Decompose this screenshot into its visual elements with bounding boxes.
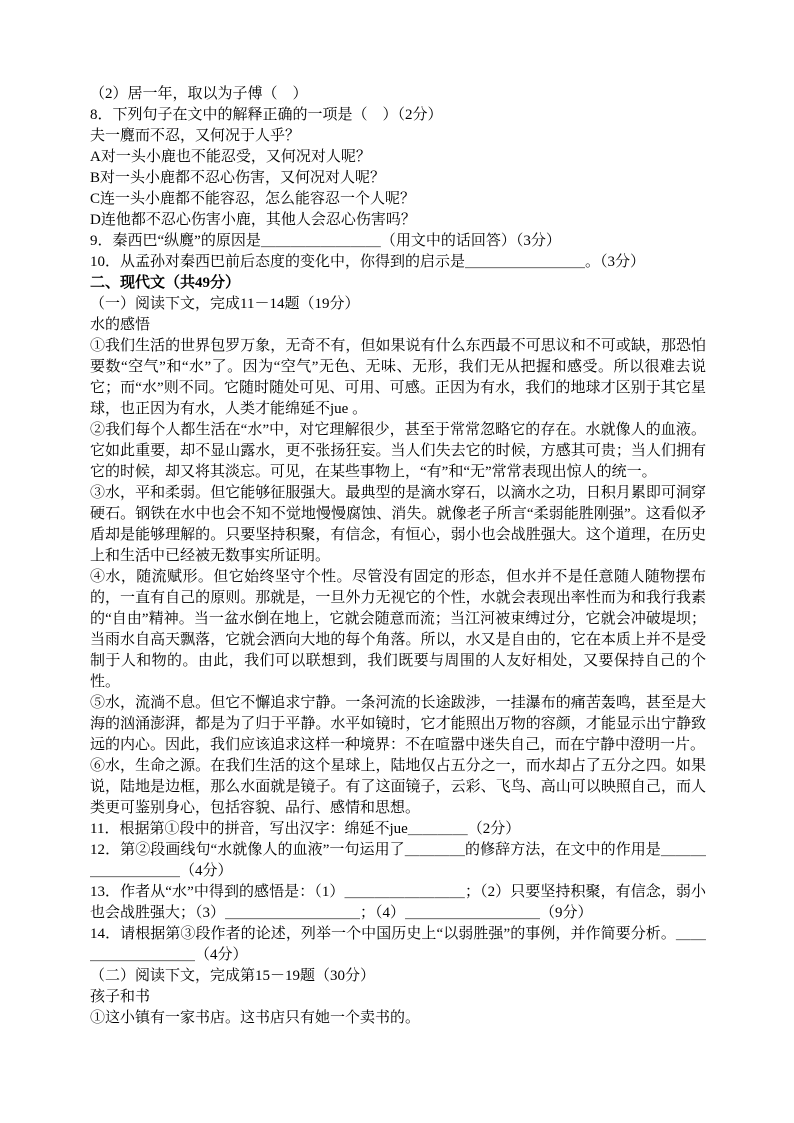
passage-2-title: 孩子和书 (90, 989, 151, 1005)
question-10: 10．从孟孙对秦西巴前后态度的变化中，你得到的启示是＿＿＿＿＿＿＿＿。（3分） (90, 254, 646, 270)
question-14: 14．请根据第③段作者的论述，列举一个中国历史上“以弱胜强”的事例，并作简要分析。＿＿＿＿＿＿＿＿＿（4分） (90, 926, 706, 963)
question-12: 12．第②段画线句“水就像人的血液”一句运用了＿＿＿＿的修辞方法，在文中的作用是＿＿＿＿＿＿＿＿＿（4分） (90, 842, 706, 879)
question-11: 11．根据第①段中的拼音，写出汉字：绵延不jue＿＿＿＿（2分） (90, 821, 521, 837)
reading-2-instruction: （二）阅读下文，完成第15－19题（30分） (90, 968, 376, 984)
question-8-option-a: A对一头小鹿也不能忍受，又何况对人呢？ (90, 149, 371, 165)
passage-1-paragraph-2: ②我们每个人都生活在“水”中，对它理解很少，甚至于常常忽略它的存在。水就像人的血液。它如此重要，却不显山露水，更不张扬狂妄。当人们失去它的时候，方感其可贵；当人们拥有它的时候，却又将其淡忘。可见，在某些事物上，“有”和“无”常常表现出惊人的统一。 (90, 422, 706, 480)
question-8-option-d: D连他都不忍心伤害小鹿，其他人会忍心伤害吗？ (90, 212, 416, 228)
question-8-option-b: B对一头小鹿都不忍心伤害，又何况对人呢？ (90, 170, 386, 186)
passage-1-paragraph-3: ③水，平和柔弱。但它能够征服强大。最典型的是滴水穿石，以滴水之功，日积月累即可洞穿硬石。钢铁在水中也会不知不觉地慢慢腐蚀、消失。就像老子所言“柔弱能胜刚强”。这看似矛盾却是能够理解的。只要坚持积聚，有信念，有恒心，弱小也会战胜强大。这个道理，在历史上和生活中已经被无数事实所证明。 (90, 485, 706, 564)
question-9: 9．秦西巴“纵麑”的原因是＿＿＿＿＿＿＿＿（用文中的话回答）（3分） (90, 233, 561, 249)
question-2-fill-line: （2）居一年，取以为子傅（ ） (90, 86, 308, 102)
reading-1-instruction: （一）阅读下文，完成11－14题（19分） (90, 296, 360, 312)
passage-1-paragraph-5: ⑤水，流淌不息。但它不懈追求宁静。一条河流的长途跋涉，一挂瀑布的痛苦轰鸣，甚至是大海的汹涌澎湃，都是为了归于平静。水平如镜时，它才能照出万物的容颜，才能显示出宁静致远的内心。因此，我们应该追求这样一种境界：不在喧嚣中迷失自己，而在宁静中澄明一片。 (90, 695, 706, 753)
question-8-stem: 夫一麑而不忍，又何况于人乎？ (90, 128, 301, 144)
passage-1-paragraph-6: ⑥水，生命之源。在我们生活的这个星球上，陆地仅占五分之一，而水却占了五分之四。如果说，陆地是边框，那么水面就是镜子。有了这面镜子，云彩、飞鸟、高山可以映照自己，而人类更可鉴别身心，包括容貌、品行、感情和思想。 (90, 758, 706, 816)
passage-2-paragraph-1: ①这小镇有一家书店。这书店只有她一个卖书的。 (90, 1010, 421, 1026)
document-body (90, 84, 706, 1029)
passage-1-paragraph-1: ①我们生活的世界包罗万象，无奇不有，但如果说有什么东西最不可思议和不可或缺，那恐怕要数“空气”和“水”了。因为“空气”无色、无味、无形，我们无从把握和感受。所以很难去说它；而“水”则不同。它随时随处可见、可用、可感。正因为有水，我们的地球才区别于其它星球，也正因为有水，人类才能绵延不jue 。 (90, 338, 706, 417)
question-13: 13．作者从“水”中得到的感悟是：（1）＿＿＿＿＿＿＿＿；（2）只要坚持积聚，有信念，弱小也会战胜强大；（3）＿＿＿＿＿＿＿＿＿；（4）＿＿＿＿＿＿＿＿＿（9分） (90, 884, 706, 921)
question-8-option-c: C连一头小鹿都不能容忍，怎么能容忍一个人呢？ (90, 191, 416, 207)
passage-1-title: 水的感悟 (90, 317, 151, 333)
section-heading-modern-text: 二、现代文（共49分） (90, 275, 241, 291)
question-8: 8．下列句子在文中的解释正确的一项是（ ）（2分） (90, 107, 443, 123)
passage-1-paragraph-4: ④水，随流赋形。但它始终坚守个性。尽管没有固定的形态，但水并不是任意随人随物摆布的，一直有自己的原则。那就是，一旦外力无视它的个性，水就会表现出率性而为和我行我素的“自由”精神。当一盆水倒在地上，它就会随意而流；当江河被束缚过分，它就会冲破堤坝；当雨水自高天飘落，它就会洒向大地的每个角落。所以，水又是自由的，它在本质上并不是受制于人和物的。由此，我们可以联想到，我们既要与周围的人友好相处，又要保持自己的个性。 (90, 569, 706, 690)
